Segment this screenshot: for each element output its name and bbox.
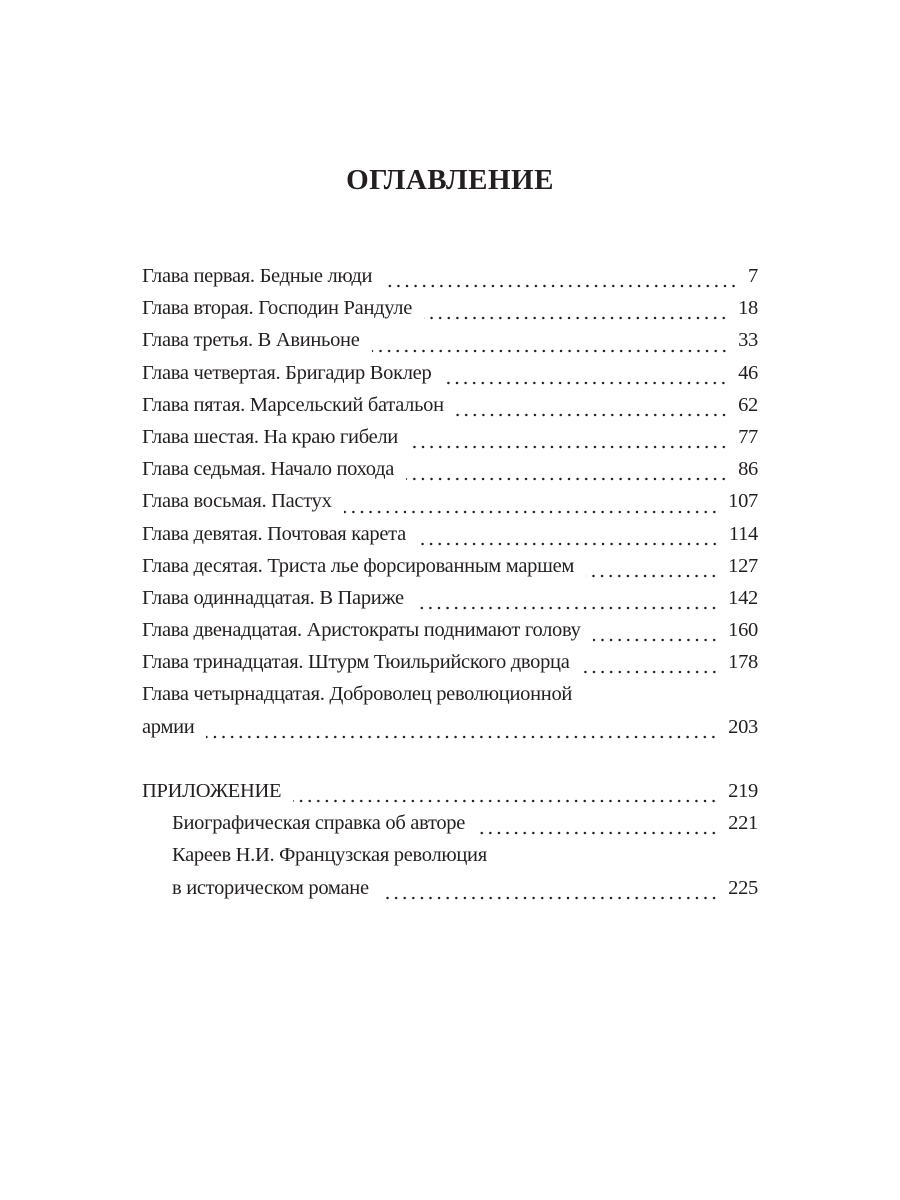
dot-leader	[586, 573, 718, 579]
dot-leader	[410, 444, 728, 450]
toc-entry	[142, 812, 758, 844]
toc-entry-title: Биографическая справка об авторе	[172, 812, 466, 835]
dot-leader	[344, 509, 719, 515]
toc-entry-title: Глава одиннадцатая. В Париже	[142, 586, 404, 609]
dot-leader	[293, 798, 718, 804]
toc-entry	[142, 362, 758, 394]
toc-page-number: 178	[728, 651, 758, 674]
toc-page-number: 86	[738, 458, 758, 481]
section-gap	[142, 748, 758, 780]
toc-entry-title: Глава десятая. Триста лье форсированным маршем	[142, 554, 575, 577]
toc-entry	[142, 555, 758, 587]
dot-leader	[384, 283, 738, 289]
dot-leader	[206, 734, 718, 740]
toc-entry	[142, 716, 758, 748]
toc-entry-title: Глава пятая. Марсельский батальон	[142, 393, 444, 416]
toc-entry-title: Глава седьмая. Начало похода	[142, 458, 395, 481]
toc-entry-title: Глава первая. Бедные люди	[142, 265, 373, 287]
toc-entry-title: Глава четырнадцатая. Доброволец революционной	[142, 683, 573, 706]
toc-page-number: 114	[728, 522, 758, 545]
toc-entry-first-line	[142, 844, 758, 876]
toc-page-number: 18	[738, 297, 758, 320]
toc-page-number: 127	[728, 554, 758, 577]
toc-entry-title: Кареев Н.И. Французская революция	[172, 844, 487, 867]
toc-entry	[142, 877, 758, 909]
toc-page-number: 203	[728, 715, 758, 738]
toc-entry-title: армии	[142, 715, 195, 738]
toc-entry-title: Глава вторая. Господин Рандуле	[142, 297, 413, 320]
toc-entry-title: Глава восьмая. Пастух	[142, 490, 332, 513]
toc-entry	[142, 426, 758, 458]
toc-entry-title: ПРИЛОЖЕНИЕ	[142, 780, 282, 802]
toc-page-number: 33	[738, 329, 758, 352]
dot-leader	[456, 412, 728, 418]
toc-page-number: 107	[728, 490, 758, 513]
dot-leader	[443, 380, 728, 386]
toc-entry	[142, 523, 758, 555]
table-of-contents	[142, 265, 758, 909]
dot-leader	[582, 669, 719, 675]
page-title: ОГЛАВЛЕНИЕ	[346, 164, 554, 196]
toc-entry-first-line	[142, 683, 758, 715]
toc-entry	[142, 297, 758, 329]
dot-leader	[418, 541, 719, 547]
toc-page-number: 142	[728, 586, 758, 609]
toc-page-number: 7	[748, 265, 758, 287]
toc-page-number: 225	[728, 876, 758, 899]
dot-leader	[416, 605, 718, 611]
toc-entry	[142, 265, 758, 297]
dot-leader	[372, 348, 729, 354]
toc-page-number: 219	[728, 780, 758, 802]
toc-entry-title: Глава двенадцатая. Аристократы поднимают голову	[142, 619, 581, 642]
toc-entry	[142, 329, 758, 361]
toc-entry	[142, 619, 758, 651]
toc-entry-title: Глава тринадцатая. Штурм Тюильрийского дворца	[142, 651, 570, 674]
toc-page-number: 46	[738, 361, 758, 384]
dot-leader	[477, 830, 718, 836]
toc-entry	[142, 587, 758, 619]
toc-entry-title: Глава четвертая. Бригадир Воклер	[142, 361, 432, 384]
dot-leader	[406, 476, 728, 482]
toc-entry-title: в историческом романе	[172, 876, 369, 899]
dot-leader	[593, 637, 719, 643]
toc-entry	[142, 394, 758, 426]
toc-page-number: 221	[728, 812, 758, 835]
toc-entry	[142, 490, 758, 522]
dot-leader	[381, 895, 718, 901]
toc-page-number: 160	[728, 619, 758, 642]
toc-page-number: 62	[738, 393, 758, 416]
toc-page-number: 77	[738, 425, 758, 448]
toc-entry-title: Глава девятая. Почтовая карета	[142, 522, 406, 545]
dot-leader	[424, 315, 728, 321]
toc-entry	[142, 780, 758, 812]
toc-entry	[142, 651, 758, 683]
toc-entry	[142, 458, 758, 490]
toc-entry-title: Глава шестая. На краю гибели	[142, 425, 398, 448]
toc-entry-title: Глава третья. В Авиньоне	[142, 329, 360, 352]
